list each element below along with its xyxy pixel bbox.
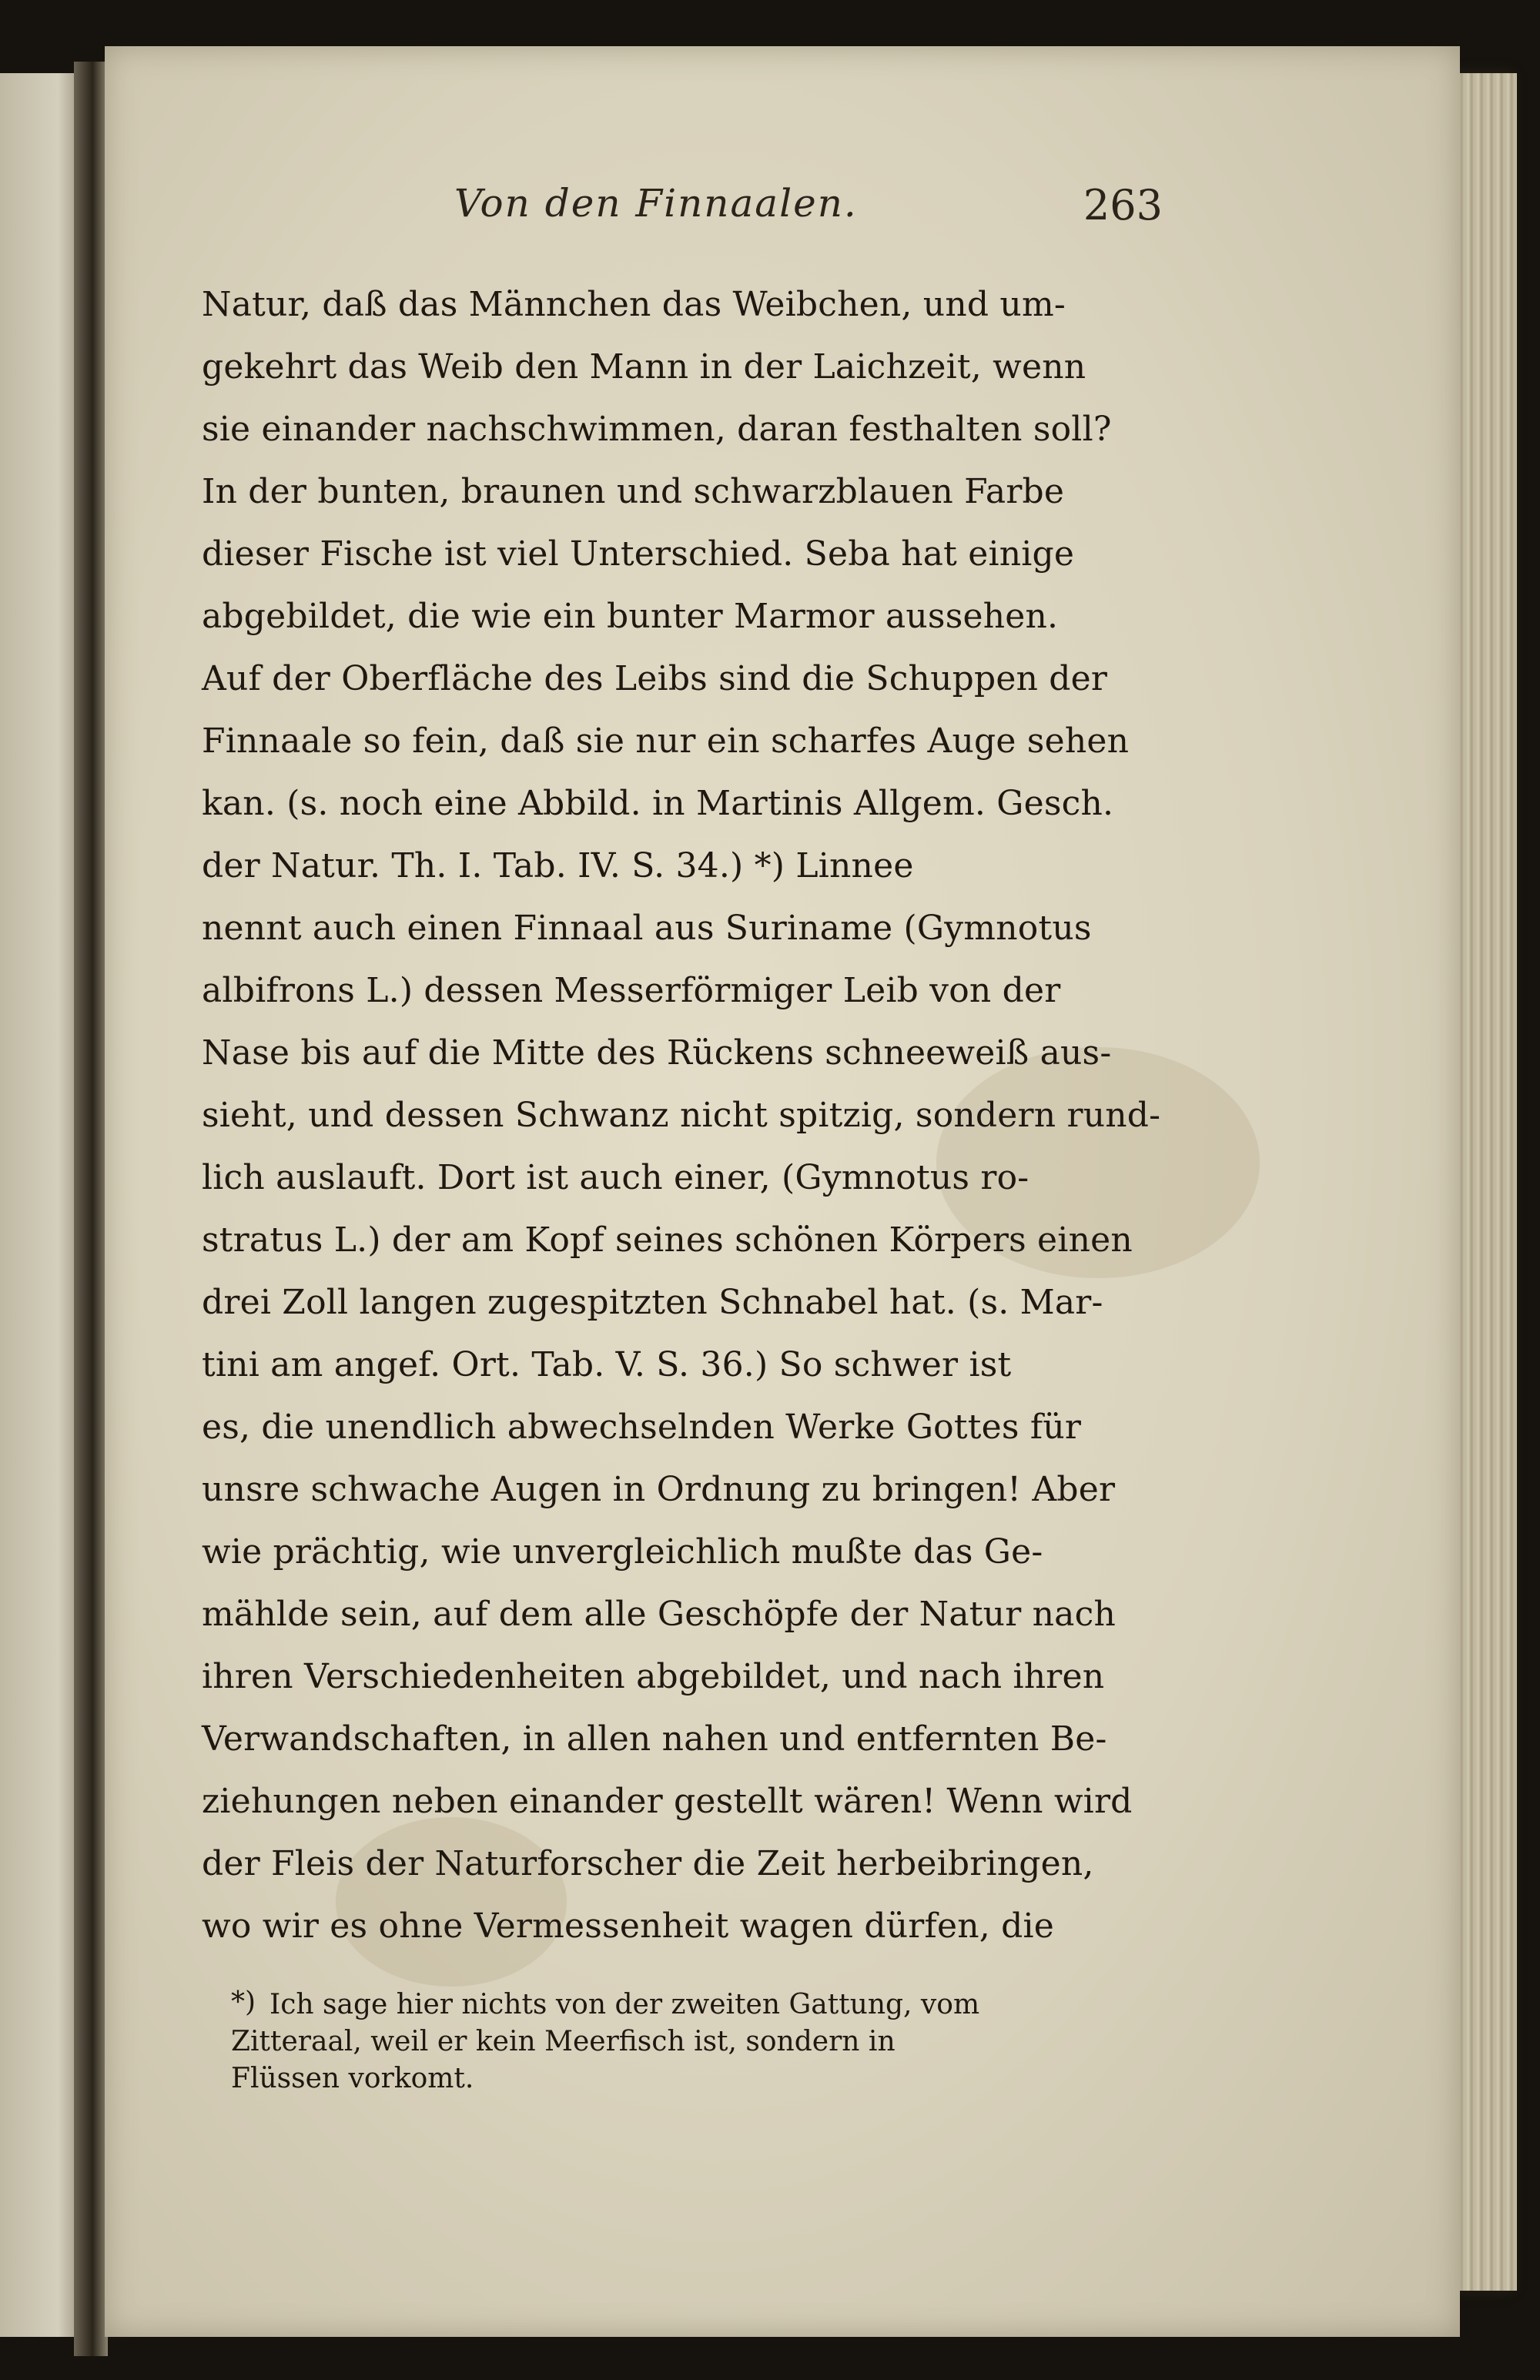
- text-line: Nase bis auf die Mitte des Rückens schneeweiß aus-: [202, 1033, 1112, 1073]
- text-line: stratus L.) der am Kopf seines schönen Körpers einen: [202, 1220, 1133, 1260]
- text-line: sie einander nachschwimmen, daran festhalten soll?: [202, 410, 1112, 449]
- text-line: In der bunten, braunen und schwarzblauen Farbe: [202, 472, 1065, 511]
- text-line: es, die unendlich abwechselnden Werke Gottes für: [202, 1408, 1082, 1447]
- text-line: lich auslauft. Dort ist auch einer, (Gymnotus ro-: [202, 1158, 1029, 1197]
- text-line: Natur, daß das Männchen das Weibchen, und um-: [202, 285, 1066, 324]
- book-gutter: [74, 62, 108, 2356]
- footnote-marker: *): [231, 1987, 256, 2018]
- text-line: wie prächtig, wie unvergleichlich mußte das Ge-: [202, 1532, 1043, 1572]
- text-line: abgebildet, die wie ein bunter Marmor aussehen.: [202, 597, 1059, 636]
- text-line: Finnaale so fein, daß sie nur ein scharfes Auge sehen: [202, 721, 1130, 761]
- text-line: der Fleis der Naturforscher die Zeit herbeibringen,: [202, 1844, 1094, 1883]
- text-line: mählde sein, auf dem alle Geschöpfe der Natur nach: [202, 1595, 1116, 1634]
- page-number: 263: [1083, 181, 1163, 229]
- footnote: [231, 1987, 1194, 2097]
- text-line: gekehrt das Weib den Mann in der Laichzeit, wenn: [202, 347, 1086, 387]
- body-text: [202, 273, 1183, 1957]
- text-line: der Natur. Th. I. Tab. IV. S. 34.) *) Linnee: [202, 846, 914, 885]
- footnote-line: Ich sage hier nichts von der zweiten Gattung, vom: [270, 1989, 980, 2020]
- text-line: unsre schwache Augen in Ordnung zu bringen! Aber: [202, 1470, 1116, 1509]
- facing-page-edge: [0, 73, 83, 2337]
- text-line: dieser Fische ist viel Unterschied. Seba hat einige: [202, 534, 1075, 574]
- text-line: wo wir es ohne Vermessenheit wagen dürfen, die: [202, 1906, 1054, 1946]
- text-line: Verwandschaften, in allen nahen und entfernten Be-: [202, 1719, 1107, 1759]
- text-line: Auf der Oberfläche des Leibs sind die Schuppen der: [202, 659, 1108, 698]
- page-header: [431, 181, 1163, 243]
- running-title: Von den Finnaalen.: [454, 181, 858, 226]
- footnote-line: Zitteraal, weil er kein Meerfisch ist, sondern in: [231, 2026, 896, 2057]
- text-line: tini am angef. Ort. Tab. V. S. 36.) So schwer ist: [202, 1345, 1012, 1384]
- footnote-line: Flüssen vorkomt.: [231, 2063, 474, 2094]
- text-line: sieht, und dessen Schwanz nicht spitzig, sondern rund-: [202, 1096, 1161, 1135]
- text-line: ihren Verschiedenheiten abgebildet, und nach ihren: [202, 1657, 1105, 1696]
- text-line: kan. (s. noch eine Abbild. in Martinis Allgem. Gesch.: [202, 784, 1114, 823]
- text-line: drei Zoll langen zugespitzten Schnabel hat. (s. Mar-: [202, 1283, 1103, 1322]
- text-line: ziehungen neben einander gestellt wären! Wenn wird: [202, 1782, 1133, 1821]
- text-line: nennt auch einen Finnaal aus Suriname (Gymnotus: [202, 909, 1092, 948]
- text-line: albifrons L.) dessen Messerförmiger Leib von der: [202, 971, 1061, 1010]
